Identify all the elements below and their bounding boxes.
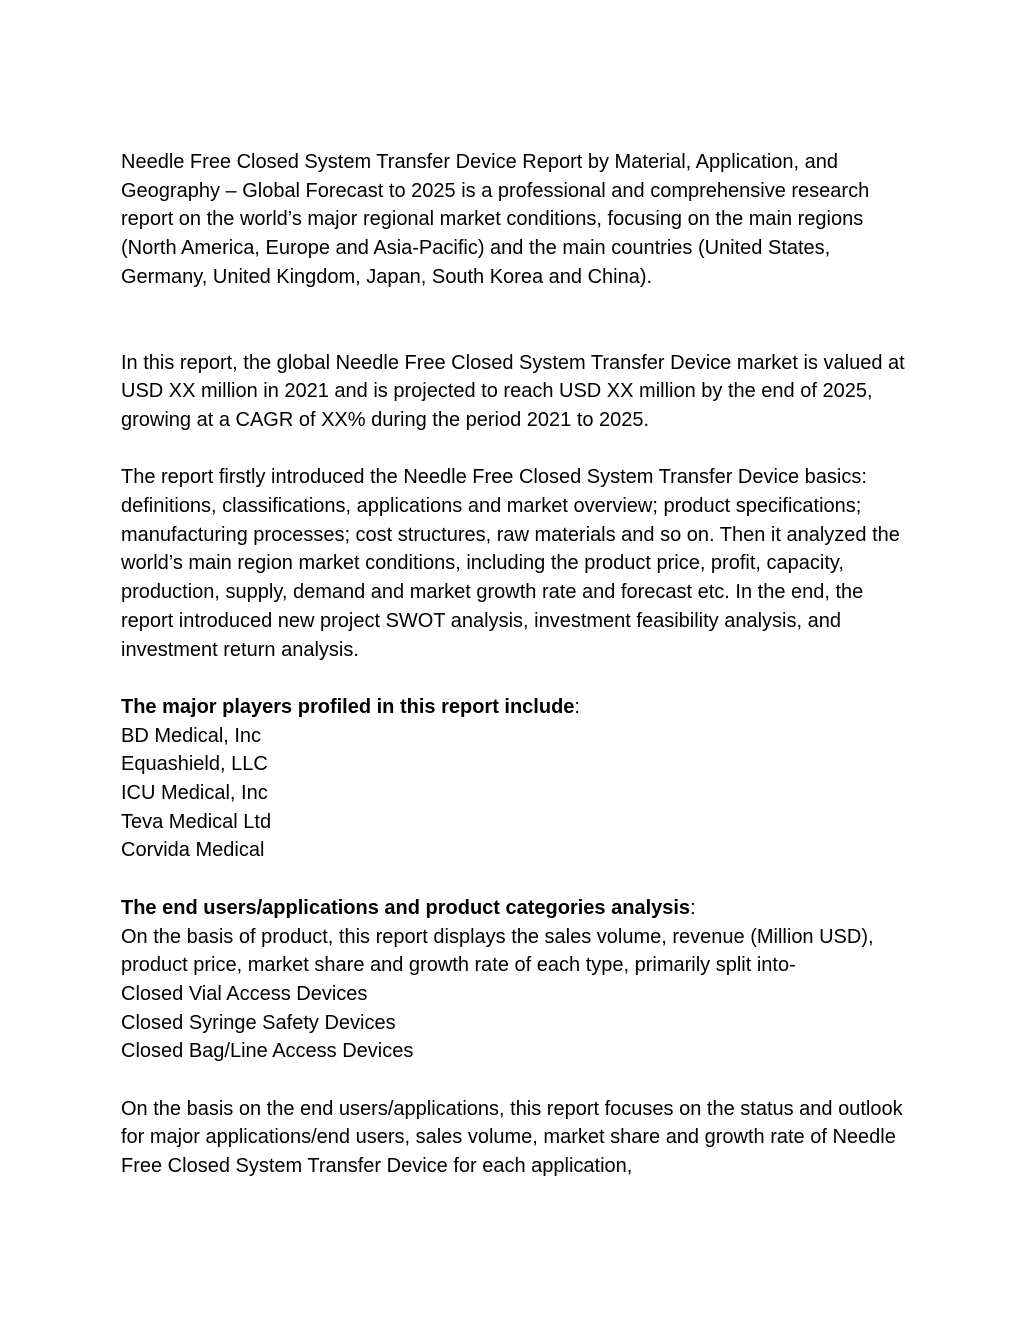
players-section [121,693,911,865]
category-item: Closed Syringe Safety Devices [121,1011,396,1034]
player-item: Teva Medical Ltd [121,810,272,833]
player-item: ICU Medical, Inc [121,782,268,805]
player-item: Corvida Medical [121,839,265,862]
player-item: BD Medical, Inc [121,724,262,747]
market-value-paragraph: In this report, the global Needle Free Closed System Transfer Device market is valued at USD XX million in 2021 and is projected to reach USD XX million by the end of 2025, growing at a CAGR of XX% during the period 2021 to 2025. [121,351,905,431]
applications-paragraph: On the basis on the end users/applications, this report focuses on the status and outlook for major applications/end users, sales volume, market share and growth rate of Needle Free Closed System Transfer Device for each application, [121,1097,903,1178]
categories-section [121,894,911,1066]
category-item: Closed Bag/Line Access Devices [121,1040,414,1063]
categories-intro: On the basis of product, this report displays the sales volume, revenue (Million USD), product price, market share and growth rate of each type, primarily split into- [121,925,874,977]
player-item: Equashield, LLC [121,753,268,776]
players-heading-line [121,693,911,722]
document-page [121,148,911,1181]
intro-paragraph: Needle Free Closed System Transfer Device Report by Material, Application, and Geography – Global Forecast to 2025 is a professional and comprehensive research report on the world’s major regional market conditions, focusing on the main regions (North America, Europe and Asia-Pacific) and the main countries (United States, Germany, United Kingdom, Japan, South Korea and China). [121,151,870,288]
categories-heading: The end users/applications and product categories analysis [121,896,691,919]
categories-heading-colon: : [690,896,696,919]
overview-paragraph: The report firstly introduced the Needle Free Closed System Transfer Device basics: definitions, classifications, applications and market overview; product specifications; manufacturing processes; cost structures, raw materials and so on. Then it analyzed the world’s main region market conditions, including the product price, profit, capacity, production, supply, demand and market growth rate and forecast etc. In the end, the report introduced new project SWOT analysis, investment feasibility analysis, and investment return analysis. [121,466,900,661]
players-heading: The major players profiled in this report include [121,695,575,718]
categories-heading-line [121,894,911,923]
players-heading-colon: : [574,695,580,718]
category-item: Closed Vial Access Devices [121,982,368,1005]
